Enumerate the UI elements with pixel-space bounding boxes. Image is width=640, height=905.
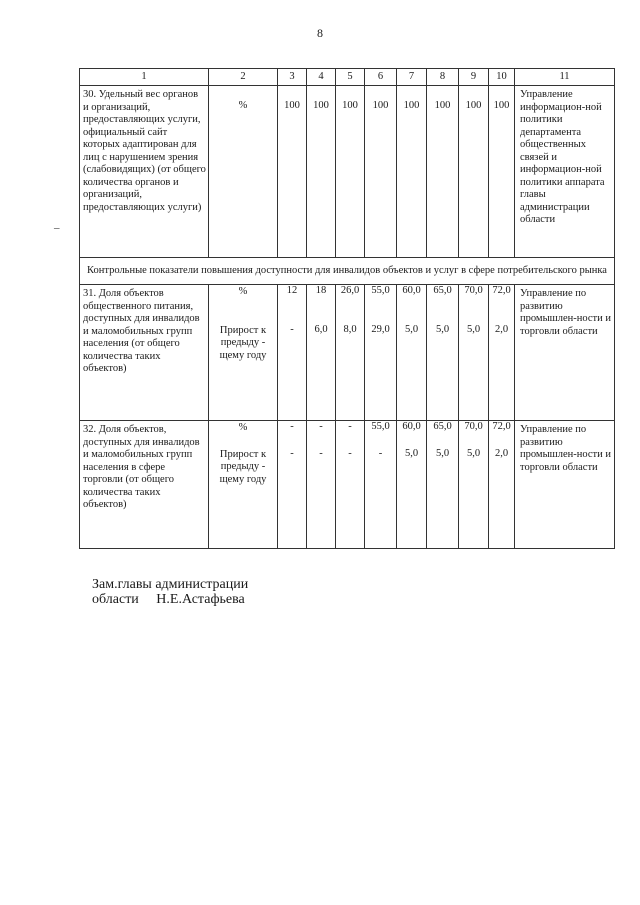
header-cell: 11 bbox=[515, 69, 615, 86]
value-cell bbox=[365, 421, 397, 549]
value: 26,0 bbox=[340, 285, 360, 296]
value-cell bbox=[278, 421, 307, 549]
unit-label: % bbox=[238, 422, 248, 433]
growth-value: 8,0 bbox=[343, 323, 357, 335]
growth-label: Прирост к предыду - щему году bbox=[219, 448, 267, 485]
growth-value: 5,0 bbox=[466, 323, 481, 335]
value-cell bbox=[278, 285, 307, 421]
value-cell: 100 bbox=[397, 86, 427, 258]
unit-cell bbox=[209, 421, 278, 549]
table-row bbox=[80, 86, 615, 258]
value: - bbox=[290, 421, 294, 432]
value-cell bbox=[397, 285, 427, 421]
value: 65,0 bbox=[433, 421, 452, 432]
growth-value: 5,0 bbox=[404, 323, 419, 335]
indicators-table bbox=[79, 68, 615, 549]
header-cell: 6 bbox=[365, 69, 397, 86]
signature-name: области Н.Е.Астафьева bbox=[92, 592, 245, 607]
indicator-name: 32. Доля объектов, доступных для инвалидов и маломобильных групп населения в сфере торговли (от общего количества таких объектов) bbox=[80, 421, 209, 549]
unit-label: % bbox=[238, 286, 248, 297]
value: 55,0 bbox=[371, 421, 390, 432]
header-cell: 10 bbox=[489, 69, 515, 86]
value-cell bbox=[365, 285, 397, 421]
margin-mark: – bbox=[54, 222, 60, 234]
growth-value: 5,0 bbox=[466, 447, 481, 459]
value: - bbox=[319, 421, 323, 432]
header-cell: 8 bbox=[427, 69, 459, 86]
page-number: 8 bbox=[317, 26, 323, 40]
value-cell bbox=[307, 285, 336, 421]
value-cell: 100 bbox=[336, 86, 365, 258]
section-row bbox=[80, 258, 615, 285]
value-cell: 100 bbox=[307, 86, 336, 258]
value-cell bbox=[489, 421, 515, 549]
signature-block bbox=[92, 577, 248, 607]
value-cell: 100 bbox=[427, 86, 459, 258]
value-cell bbox=[397, 421, 427, 549]
value: 55,0 bbox=[371, 285, 390, 296]
signature-position: Зам.главы администрации bbox=[92, 577, 249, 592]
growth-value: 6,0 bbox=[314, 323, 328, 335]
growth-value: 5,0 bbox=[404, 447, 419, 459]
table-row bbox=[80, 285, 615, 421]
value: 72,0 bbox=[492, 285, 511, 296]
value-cell bbox=[336, 285, 365, 421]
value: 70,0 bbox=[464, 421, 483, 432]
header-row bbox=[80, 69, 615, 86]
unit-cell bbox=[209, 285, 278, 421]
value: 70,0 bbox=[464, 285, 483, 296]
header-cell: 9 bbox=[459, 69, 489, 86]
growth-value: - bbox=[348, 447, 352, 459]
value: 72,0 bbox=[492, 421, 511, 432]
header-cell: 3 bbox=[278, 69, 307, 86]
indicator-name: 30. Удельный вес органов и организаций, предоставляющих услуги, официальный сайт которых адаптирован для лиц с нарушением зрения (слабовидящих) (от общего количества органов и организаций, предоставляющих услуги) bbox=[80, 86, 209, 258]
value: - bbox=[348, 421, 352, 432]
value: 60,0 bbox=[402, 421, 421, 432]
growth-value: - bbox=[378, 447, 383, 459]
value-cell bbox=[459, 285, 489, 421]
value-cell bbox=[427, 285, 459, 421]
growth-value: 2,0 bbox=[494, 323, 509, 335]
value-cell bbox=[336, 421, 365, 549]
header-cell: 5 bbox=[336, 69, 365, 86]
growth-value: 5,0 bbox=[435, 323, 450, 335]
value-cell bbox=[459, 421, 489, 549]
growth-value: - bbox=[290, 447, 294, 459]
section-title: Контрольные показатели повышения доступности для инвалидов объектов и услуг в сфере потребительского рынка bbox=[80, 258, 615, 285]
indicator-name: 31. Доля объектов общественного питания, доступных для инвалидов и маломобильных групп населения (от общего количества таких объектов) bbox=[80, 285, 209, 421]
value-cell: 100 bbox=[459, 86, 489, 258]
value: 65,0 bbox=[433, 285, 452, 296]
responsible-cell: Управление по развитию промышлен-ности и торговли области bbox=[515, 285, 615, 421]
unit-cell: % bbox=[209, 86, 278, 258]
header-cell: 4 bbox=[307, 69, 336, 86]
responsible-cell: Управление информацион-ной политики департамента общественных связей и информацион-ной политики аппарата главы администрации области bbox=[515, 86, 615, 258]
header-cell: 1 bbox=[80, 69, 209, 86]
growth-value: 2,0 bbox=[494, 447, 509, 459]
growth-value: 5,0 bbox=[435, 447, 450, 459]
responsible-cell: Управление по развитию промышлен-ности и торговли области bbox=[515, 421, 615, 549]
value-cell: 100 bbox=[489, 86, 515, 258]
value: 60,0 bbox=[402, 285, 421, 296]
growth-value: - bbox=[290, 323, 294, 335]
value-cell: 100 bbox=[278, 86, 307, 258]
table-row bbox=[80, 421, 615, 549]
header-cell: 2 bbox=[209, 69, 278, 86]
value: 12 bbox=[286, 285, 298, 296]
header-cell: 7 bbox=[397, 69, 427, 86]
value-cell bbox=[427, 421, 459, 549]
value-cell: 100 bbox=[365, 86, 397, 258]
value: 18 bbox=[315, 285, 327, 296]
growth-label: Прирост к предыду - щему году bbox=[219, 324, 267, 361]
growth-value: 29,0 bbox=[371, 323, 390, 335]
growth-value: - bbox=[319, 447, 323, 459]
value-cell bbox=[307, 421, 336, 549]
value-cell bbox=[489, 285, 515, 421]
